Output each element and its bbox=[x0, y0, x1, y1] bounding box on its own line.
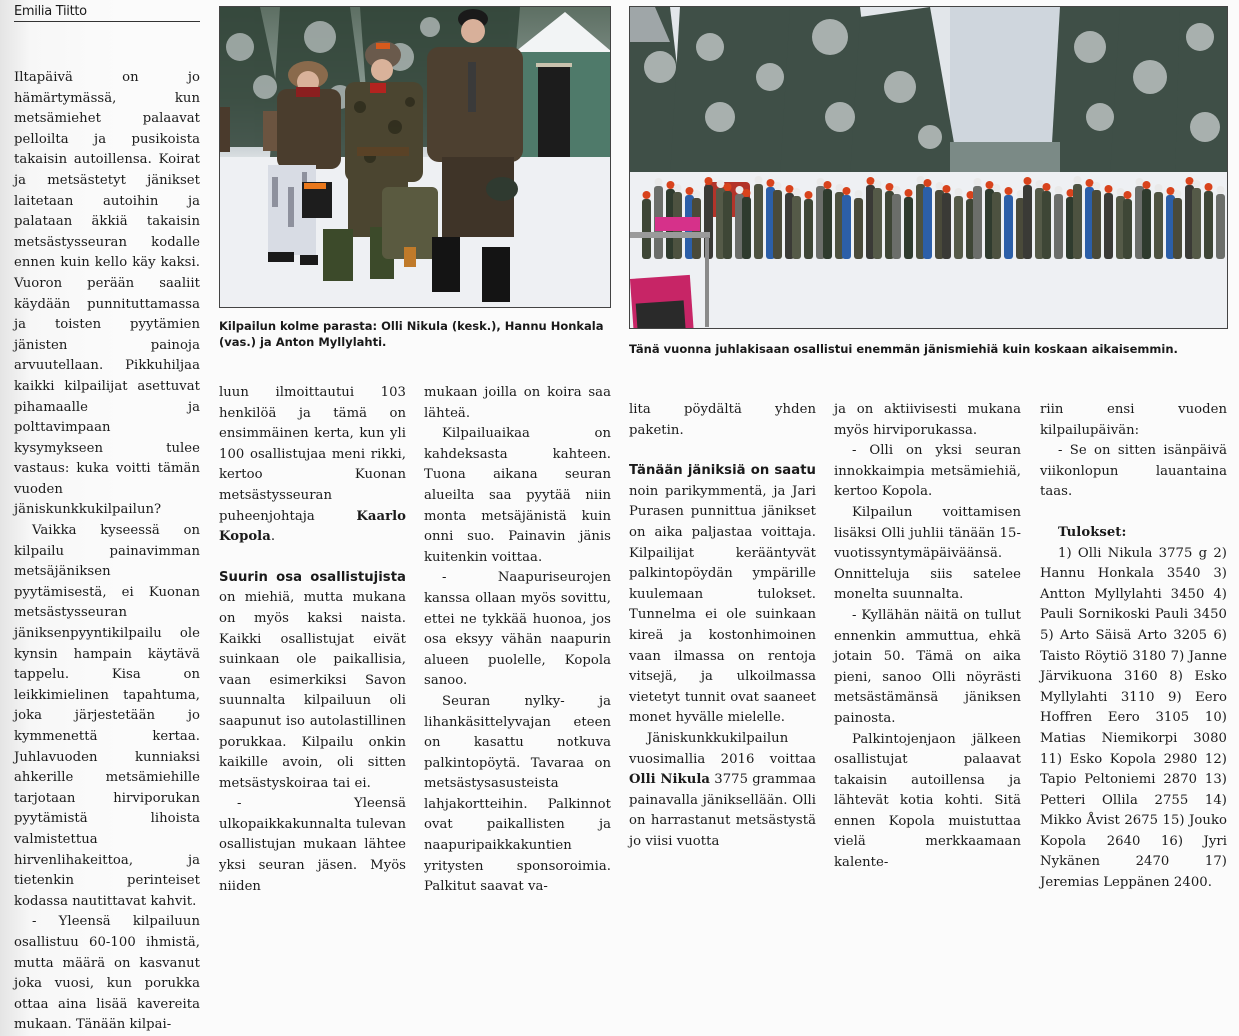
crowd-person bbox=[1073, 184, 1082, 259]
person-name-bold: Kaarlo Kopola bbox=[219, 508, 406, 545]
crowd-person-head bbox=[1186, 177, 1194, 185]
crowd-person bbox=[954, 196, 963, 259]
crowd-person-head bbox=[1055, 186, 1063, 194]
article-paragraph: lita pöydältä yhden paketin. bbox=[629, 402, 816, 438]
article-paragraph: Suurin osa osallistujista on miehiä, mutta mukana on myös kaksi naista. Kaikki osallistujat eivät suinkaan ole paikallisia, vaan esimerkiksi Savon suunnalta kilpailuun oli saapunut iso autolastillinen porukkaa. Kilpailu onkin kaikille avoin, oli sitten metsästyskoiraa tai ei. bbox=[219, 569, 406, 791]
crowd-person-head bbox=[974, 178, 982, 186]
photo-participants-group bbox=[629, 6, 1228, 329]
results-heading: Tulokset: bbox=[1058, 524, 1127, 540]
crowd-person-head bbox=[693, 190, 701, 198]
crowd-person-head bbox=[943, 185, 951, 193]
crowd-person-head bbox=[1024, 177, 1032, 185]
article-paragraph: Kilpailuaikaa on kahdeksasta kahteen. Tuona aikana seuran alueilta saa pyytää niin monta metsäjänistä kuin onni suo. Painavin jänis kuitenkin voittaa. bbox=[424, 426, 611, 565]
subheading-lead: Suurin osa osallistujista bbox=[219, 569, 406, 585]
crowd-person-head bbox=[705, 177, 713, 185]
crowd-person-head bbox=[736, 186, 744, 194]
crowd-person-head bbox=[824, 181, 832, 189]
crowd-person-head bbox=[1093, 182, 1101, 190]
photo-top-three-hunters bbox=[219, 6, 611, 308]
article-paragraph: - Naapuriseurojen kanssa ollaan myös sovittu, ettei ne tykkää huonoa, jos osa eksyy vähän naapurin alueen puolelle, Kopola sanoo. bbox=[424, 570, 611, 689]
crowd-person bbox=[873, 188, 882, 259]
crowd-person-head bbox=[1143, 181, 1151, 189]
crowd-person bbox=[754, 184, 763, 259]
article-column-2 bbox=[219, 383, 406, 897]
crowd-person bbox=[1042, 191, 1051, 259]
crowd-person-head bbox=[1155, 184, 1163, 192]
crowd-person-head bbox=[936, 182, 944, 190]
crowd-person bbox=[1173, 198, 1182, 259]
crowd-person-head bbox=[774, 182, 782, 190]
article-column-6 bbox=[1040, 400, 1227, 894]
crowd-person-head bbox=[986, 181, 994, 189]
crowd-person-head bbox=[1105, 185, 1113, 193]
article-column-4 bbox=[629, 400, 816, 852]
crowd-person-head bbox=[836, 184, 844, 192]
crowd-person-head bbox=[893, 186, 901, 194]
crowd-person-head bbox=[1217, 186, 1225, 194]
crowd-person-head bbox=[1043, 183, 1051, 191]
crowd-person-head bbox=[855, 190, 863, 198]
article-paragraph: - Yleensä kilpailuun osallistuu 60-100 ihmistä, mutta määrä on kasvanut joka vuosi, kun porukka ottaa aina lisää kavereita mukaan. Tänään kilpai- bbox=[14, 914, 200, 1033]
crowd-person bbox=[1054, 194, 1063, 259]
crowd-person-head bbox=[1167, 187, 1175, 195]
crowd-person-head bbox=[1086, 179, 1094, 187]
crowd-person-head bbox=[655, 178, 663, 186]
article-paragraph: Vaikka kyseessä on kilpailu painavimman metsäjäniksen pyytämisestä, ei Kuonan metsästysseuran jäniksenpyyntikilpailu ole kynsin hampain käytävä tappelu. Kisa on leikkimielinen tapahtuma, joka järjestetään jo kymmenettä kertaa. Juhlavuoden kunniaksi ahkerille metsämiehille tarjotaan hirviporukan pyytämistä lihoista valmistettua hirvenlihakeittoa, ja tietenkin perinteiset kodassa nautittavat kahvit. bbox=[14, 523, 200, 909]
crowd-person bbox=[923, 187, 932, 259]
article-paragraph: mukaan joilla on koira saa lähteä. bbox=[424, 385, 611, 421]
crowd-person bbox=[1192, 188, 1201, 259]
crowd-person bbox=[823, 189, 832, 259]
crowd-person bbox=[792, 196, 801, 259]
crowd-person bbox=[1104, 193, 1113, 259]
crowd-person-head bbox=[724, 183, 732, 191]
article-paragraph: Iltapäivä on jo hämärtymässä, kun metsämiehet palaavat pelloilta ja pusikoista takaisin autoillensa. Koirat ja metsästetyt jänikset laitetaan autoihin ja palataan äkkiä takaisin metsästysseuran kodalle ennen kuin kello käy kaksi. Vuoron perään saaliit käydään punnituttamassa ja toisten pyytämien jänisten painoja arvuutellaan. Pikkuhiljaa kaikki kilpailijat asettuvat pihamaalle ja polttavimpaan kysymykseen tulee vastaus: kuka voitti tämän vuoden jäniskunkkukilpailun? bbox=[14, 70, 200, 518]
article-paragraph: riin ensi vuoden kilpailupäivän: bbox=[1040, 402, 1227, 438]
crowd-person-head bbox=[955, 188, 963, 196]
crowd-person-head bbox=[786, 185, 794, 193]
crowd-person bbox=[973, 186, 982, 259]
article-paragraph: luun ilmoittautui 103 henkilöä ja tämä on ensimmäinen kerta, kun yli 100 osallistujaa meni rikki, kertoo Kuonan metsästysseuran puheenjohtaja Kaarlo Kopola. bbox=[219, 385, 406, 545]
crowd-person-head bbox=[993, 184, 1001, 192]
crowd-person bbox=[642, 199, 651, 259]
crowd-person-head bbox=[767, 179, 775, 187]
article-paragraph: - Se on sitten isänpäivä viikonlopun lauantaina taas. bbox=[1040, 443, 1227, 500]
crowd-person-head bbox=[1074, 176, 1082, 184]
crowd-person bbox=[1123, 199, 1132, 259]
crowd-person-head bbox=[1205, 183, 1213, 191]
article-paragraph: - Olli on yksi seuran innokkaimpia metsämiehiä, kertoo Kopola. bbox=[834, 443, 1021, 500]
crowd-person bbox=[942, 193, 951, 259]
crowd-person-head bbox=[643, 191, 651, 199]
crowd-person-head bbox=[1193, 180, 1201, 188]
crowd-person bbox=[1204, 191, 1213, 259]
crowd-person-head bbox=[874, 180, 882, 188]
crowd-person bbox=[1216, 194, 1225, 259]
crowd-person-head bbox=[917, 176, 925, 184]
crowd-person bbox=[742, 197, 751, 259]
subheading-lead: Tänään jäniksiä on saatu bbox=[629, 463, 816, 479]
crowd-person bbox=[723, 191, 732, 259]
crowd-person bbox=[842, 195, 851, 259]
article-paragraph: Jäniskunkkukilpailun vuosimallia 2016 voittaa Olli Nikula 3775 grammaa painavalla jäniksellään. Olli on harrastanut metsästystä jo viisi vuotta bbox=[629, 730, 816, 849]
crowd-person bbox=[1023, 185, 1032, 259]
crowd-person bbox=[904, 197, 913, 259]
crowd-person bbox=[892, 194, 901, 259]
crowd-person-head bbox=[1117, 188, 1125, 196]
crowd-person-head bbox=[905, 189, 913, 197]
article-column-3 bbox=[424, 383, 611, 898]
crowd-person-head bbox=[805, 191, 813, 199]
crowd-person-head bbox=[1036, 180, 1044, 188]
crowd-person bbox=[1142, 189, 1151, 259]
photo-caption-top-three: Kilpailun kolme parasta: Olli Nikula (kesk.), Hannu Honkala (vas.) ja Anton Myllylahti. bbox=[219, 319, 604, 349]
crowd-person-head bbox=[886, 183, 894, 191]
crowd-person-head bbox=[867, 177, 875, 185]
crowd-person bbox=[773, 190, 782, 259]
photo-illustration bbox=[630, 7, 1227, 328]
crowd-person-head bbox=[667, 181, 675, 189]
crowd-person bbox=[854, 198, 863, 259]
crowd-person bbox=[1154, 192, 1163, 259]
crowd-person-head bbox=[743, 189, 751, 197]
article-paragraph: Seuran nylky- ja lihankäsittelyvajan eteen on kasattu notkuva palkintopöytä. Tavaraa on metsästysasusteista lahjakortteihin. Palkinnot ovat paikallisten ja naapuripaikkakuntien yritysten sponsoroimia. Palkitut saavat va- bbox=[424, 693, 611, 895]
crowd-person-head bbox=[817, 178, 825, 186]
article-column-5 bbox=[834, 400, 1021, 874]
article-paragraph: Kilpailun voittamisen lisäksi Olli juhlii tänään 15-vuotissyntymäpäiväänsä. Onnitteluja siis satelee monelta suunnalta. bbox=[834, 504, 1021, 603]
crowd-person-head bbox=[843, 187, 851, 195]
crowd-person-head bbox=[1174, 190, 1182, 198]
crowd-person-head bbox=[674, 184, 682, 192]
crowd-person-head bbox=[924, 179, 932, 187]
byline: Emilia Tiitto bbox=[14, 4, 200, 22]
results-list: 1) Olli Nikula 3775 g 2) Hannu Honkala 3540 3) Antton Myllylahti 3450 4) Pauli Sornikoski Pauli 3450 5) Arto Säisä Arto 3205 6) Taisto Röytiö 3180 7) Janne Järvikuona 3160 8) Esko Myllylahti 3110 9) Eero Hoffren Eero 3105 10) Matias Niemikorpi 3080 11) Esko Kopola 2980 12) Tapio Peltoniemi 2870 13) Petteri Ollila 2755 14) Mikko Åvist 2675 15) Jouko Kopola 2640 16) Jyri Nykänen 2470 17) Jeremias Leppänen 2400. bbox=[1040, 545, 1227, 891]
article-column-1 bbox=[14, 68, 200, 1036]
crowd-person bbox=[992, 192, 1001, 259]
crowd-person-head bbox=[1136, 178, 1144, 186]
photo-illustration bbox=[220, 7, 610, 307]
crowd-person bbox=[804, 199, 813, 259]
crowd-person-head bbox=[755, 176, 763, 184]
article-paragraph: ja on aktiivisesti mukana myös hirviporukassa. bbox=[834, 402, 1021, 438]
article-paragraph: - Kyllähän näitä on tullut ennenkin ammuttua, ehkä jotain 50. Tämä on aika pieni, sanoo Olli nöyrästi metsästämänsä jäniksen painosta. bbox=[834, 607, 1021, 726]
person-name-bold: Olli Nikula bbox=[629, 772, 711, 788]
article-paragraph: - Yleensä ulkopaikkakunnalta tulevan osallistujan mukaan lähtee yksi seuran jäsen. Myös niiden bbox=[219, 796, 406, 894]
photo-caption-group: Tänä vuonna juhlakisaan osallistui enemmän jänismiehiä kuin koskaan aikaisemmin. bbox=[629, 342, 1178, 356]
crowd-person bbox=[1004, 195, 1013, 259]
crowd-person-head bbox=[1005, 187, 1013, 195]
crowd-person-head bbox=[793, 188, 801, 196]
crowd-person-head bbox=[686, 187, 694, 195]
crowd-person-head bbox=[1124, 191, 1132, 199]
crowd-person-head bbox=[717, 180, 725, 188]
crowd-person bbox=[1092, 190, 1101, 259]
article-paragraph: Palkintojenjaon jälkeen osallistujat palaavat takaisin autoillensa ja lähtevät kotia kohti. Sitä ennen Kopola muistuttaa vielä merkkaamaan kalente- bbox=[834, 731, 1021, 871]
article-paragraph: Tänään jäniksiä on saatu noin parikymmentä, ja Jari Purasen punnittua jänikset on aika paljastaa voittaja. Kilpailijat kerääntyvät palkintopöydän ympärille kuulemaan tulokset. Tunnelma ei ole suinkaan kireä ja kostonhimoinen vaan ilmassa on rentoja vitsejä, ja ulkoilmassa vietetyt tunnit ovat saaneet monet hyvälle mielelle. bbox=[629, 463, 816, 726]
